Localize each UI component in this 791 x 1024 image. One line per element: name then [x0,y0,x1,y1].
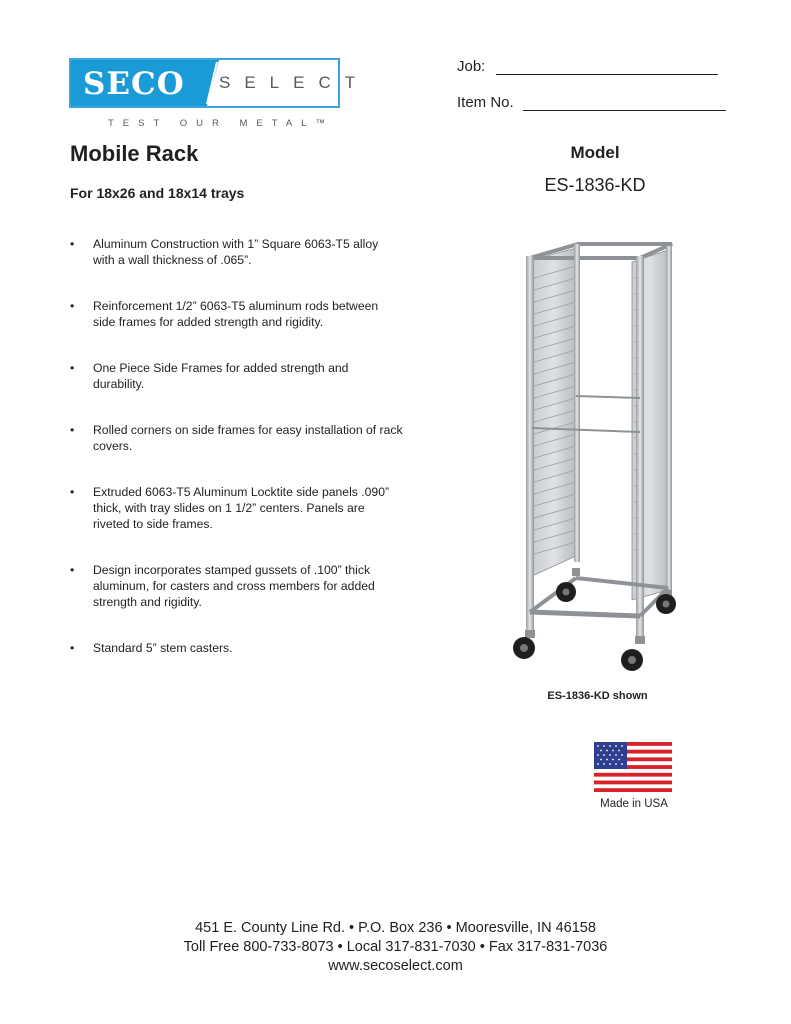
caster-icon [513,630,535,659]
item-label: Item No. [457,94,514,111]
model-label: Model [570,143,620,162]
bullet: • [70,641,75,655]
bullet: • [70,299,75,313]
seco-select-logo [69,58,370,108]
page-title: Mobile Rack [70,141,199,166]
model-number: ES-1836-KD [544,175,646,195]
feature-text: Rolled corners on side frames for easy installation of rack covers. [93,423,403,453]
page-subtitle: For 18x26 and 18x14 trays [70,185,245,201]
usa-flag-icon [594,742,672,792]
image-caption: ES-1836-KD shown [547,690,648,702]
bullet: • [70,361,75,375]
item-field [523,110,726,111]
bullet: • [70,563,75,577]
mobile-rack-image [500,238,690,678]
footer-phones: Toll Free 800-733-8073 • Local 317-831-7030 • Fax 317-831-7036 [183,939,608,955]
bullet: • [70,237,75,251]
feature-text: Reinforcement 1/2” 6063-T5 aluminum rods between side frames for added strength and rigidity. [93,299,379,329]
logo-brand-text: SECO [83,66,185,102]
logo-slash-icon [199,60,219,106]
job-label: Job: [457,58,486,75]
feature-text: Standard 5” stem casters. [93,641,233,655]
footer-website[interactable]: www.secoselect.com [328,958,463,974]
logo-tagline: TEST OUR METAL™ [108,118,334,129]
feature-text: Design incorporates stamped gussets of .100” thick aluminum, for casters and cross members for added strength and rigidity. [93,563,375,609]
feature-text: Aluminum Construction with 1” Square 6063-T5 alloy with a wall thickness of .065”. [93,237,379,267]
feature-text: One Piece Side Frames for added strength and durability. [93,361,349,391]
flag-caption: Made in USA [600,798,668,810]
job-field [496,74,718,75]
bullet: • [70,423,75,437]
footer-address: 451 E. County Line Rd. • P.O. Box 236 • Mooresville, IN 46158 [195,920,596,936]
feature-text: Extruded 6063-T5 Aluminum Locktite side panels .090” thick, with tray slides on 1 1/2” centers. Panels are riveted to side frames. [93,485,390,531]
bullet: • [70,485,75,499]
logo-product-text: SELECT [219,73,370,92]
